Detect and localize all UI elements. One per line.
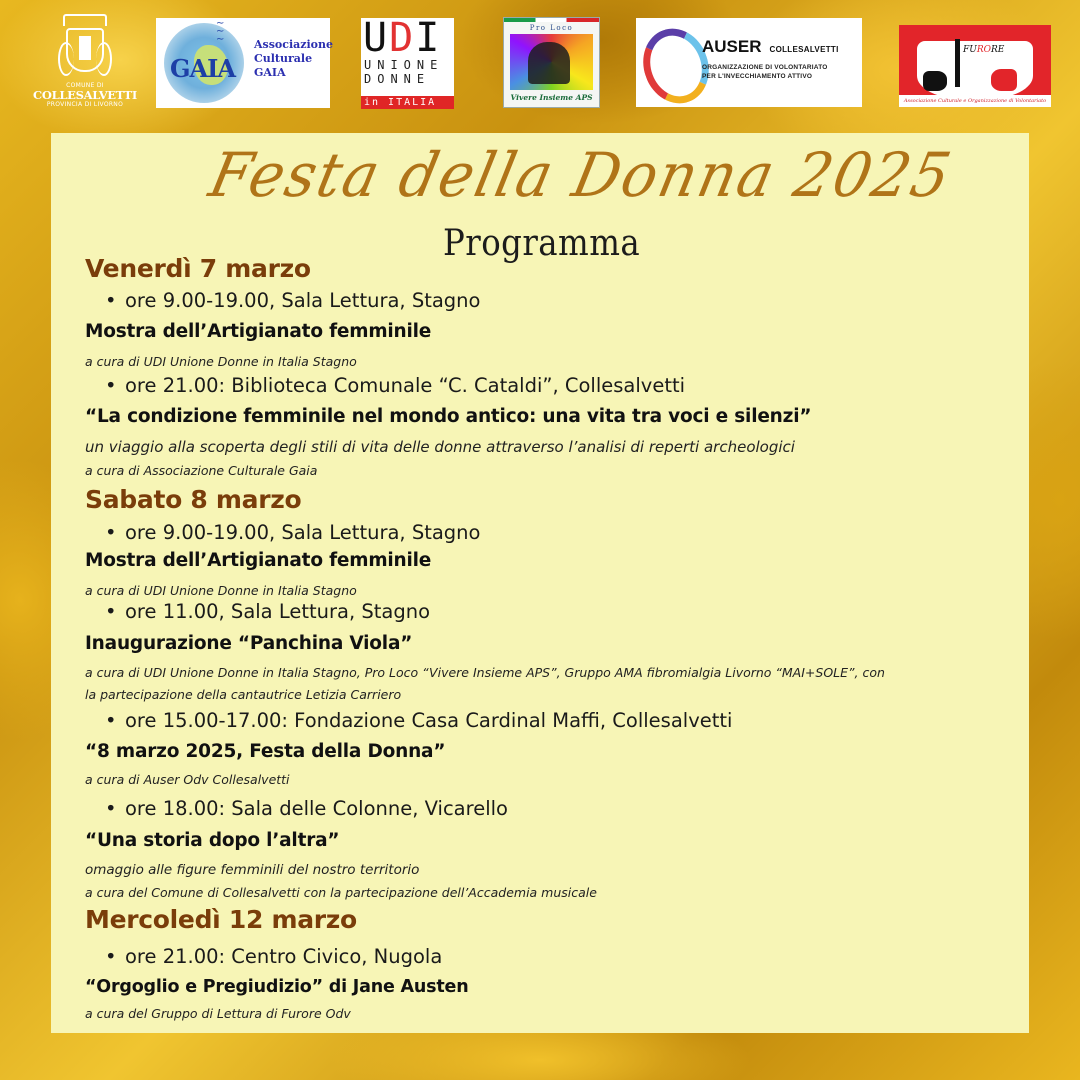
book-spine: [955, 39, 960, 87]
furore-ro: RO: [976, 45, 991, 55]
gaia-logo: [156, 18, 334, 108]
auser-name: AUSER: [702, 37, 762, 56]
udi-i: I: [415, 18, 442, 61]
event-title: “Orgoglio e Pregiudizio” di Jane Austen: [85, 977, 469, 997]
gaia-mark: GAIA: [170, 54, 235, 83]
event-organizer: a cura di Associazione Culturale Gaia: [85, 463, 318, 478]
udi-mark: [363, 18, 454, 61]
day-heading: Venerdì 7 marzo: [85, 254, 311, 283]
gaia-text: [254, 38, 333, 80]
event-time-place: • ore 21.00: Biblioteca Comunale “C. Cataldi”, Collesalvetti: [105, 374, 685, 397]
event-organizer: a cura di Auser Odv Collesalvetti: [85, 772, 290, 787]
udi-u: U: [363, 18, 390, 61]
auser-line2: PER L'INVECCHIAMENTO ATTIVO: [702, 73, 813, 80]
event-time-place: • ore 15.00-17.00: Fondazione Casa Cardinal Maffi, Collesalvetti: [105, 709, 732, 732]
day-heading: Mercoledì 12 marzo: [85, 905, 357, 934]
crown-icon: [63, 14, 107, 26]
furore-caption: Associazione Culturale e Organizzazione di Volontariato: [899, 95, 1051, 107]
event-organizer: a cura del Gruppo di Lettura di Furore Odv: [85, 1006, 351, 1021]
laurel-right-icon: [96, 42, 112, 76]
furore-mark: [963, 45, 1004, 55]
hand-red-icon: [991, 69, 1017, 91]
furore-fu: FU: [963, 45, 977, 55]
laurel-left-icon: [58, 42, 74, 76]
provincia-label: PROVINCIA DI LIVORNO: [46, 101, 124, 108]
hand-black-icon: [923, 71, 947, 91]
event-description: omaggio alle figure femminili del nostro territorio: [85, 862, 420, 878]
event-organizer: a cura di UDI Unione Donne in Italia Stagno, Pro Loco “Vivere Insieme APS”, Gruppo AMA fibromialgia Livorno “MAI+SOLE”, con: [85, 665, 885, 680]
event-time-place: • ore 18.00: Sala delle Colonne, Vicarello: [105, 797, 508, 820]
proloco-name: Vivere Insieme APS: [510, 93, 593, 102]
comune-label: COMUNE DI: [66, 82, 104, 89]
program-panel: [51, 133, 1029, 1033]
furore-re: RE: [991, 45, 1005, 55]
event-time-place: • ore 11.00, Sala Lettura, Stagno: [105, 600, 430, 623]
tower-icon: [79, 36, 91, 60]
event-title: Inaugurazione “Panchina Viola”: [85, 633, 413, 654]
comune-collesalvetti-logo: [30, 8, 140, 120]
auser-title: [702, 37, 839, 57]
comune-name: COLLESALVETTI: [33, 88, 137, 102]
event-title: “8 marzo 2025, Festa della Donna”: [85, 741, 446, 762]
gaia-line1: Associazione: [254, 38, 334, 51]
auser-subtitle: [702, 63, 828, 81]
udi-d: D: [389, 18, 416, 61]
event-title: Mostra dell’Artigianato femminile: [85, 550, 432, 571]
birds-icon: ∼ ∼ ∼: [216, 18, 225, 45]
event-description: un viaggio alla scoperta degli stili di vita delle donne attraverso l’analisi di reperti archeologici: [85, 438, 795, 456]
udi-row1: UNIONE: [364, 58, 444, 72]
event-time-place: • ore 9.00-19.00, Sala Lettura, Stagno: [105, 289, 480, 312]
event-title: Mostra dell’Artigianato femminile: [85, 321, 432, 342]
proloco-label: Pro Loco: [529, 24, 574, 32]
coat-of-arms-icon: [62, 14, 108, 78]
auser-logo: [636, 18, 862, 107]
page-title: Festa della Donna 2025: [203, 139, 959, 211]
event-time-place: • ore 9.00-19.00, Sala Lettura, Stagno: [105, 521, 480, 544]
auser-line1: ORGANIZZAZIONE DI VOLONTARIATO: [702, 64, 828, 71]
auser-place: COLLESALVETTI: [769, 45, 839, 54]
event-organizer-continued: la partecipazione della cantautrice Letizia Carriero: [85, 687, 402, 702]
udi-row2: DONNE: [364, 72, 431, 86]
event-organizer: a cura di UDI Unione Donne in Italia Stagno: [85, 583, 357, 598]
gaia-line3: GAIA: [254, 66, 286, 79]
event-organizer: a cura di UDI Unione Donne in Italia Stagno: [85, 354, 357, 369]
proloco-logo: [503, 17, 600, 108]
event-time-place: • ore 21.00: Centro Civico, Nugola: [105, 945, 442, 968]
furore-logo: [899, 25, 1051, 107]
event-title: “Una storia dopo l’altra”: [85, 830, 340, 851]
gaia-line2: Culturale: [254, 52, 313, 65]
udi-bar: in ITALIA: [361, 96, 454, 109]
event-organizer: a cura del Comune di Collesalvetti con la partecipazione dell’Accademia musicale: [85, 885, 597, 900]
udi-logo: [361, 18, 454, 109]
italian-flag-stripe: [504, 18, 599, 22]
rainbow-swirl-image: [510, 34, 593, 90]
event-title: “La condizione femminile nel mondo antico: una vita tra voci e silenzi”: [85, 406, 812, 427]
day-heading: Sabato 8 marzo: [85, 485, 302, 514]
page-subtitle: Programma: [443, 223, 641, 264]
